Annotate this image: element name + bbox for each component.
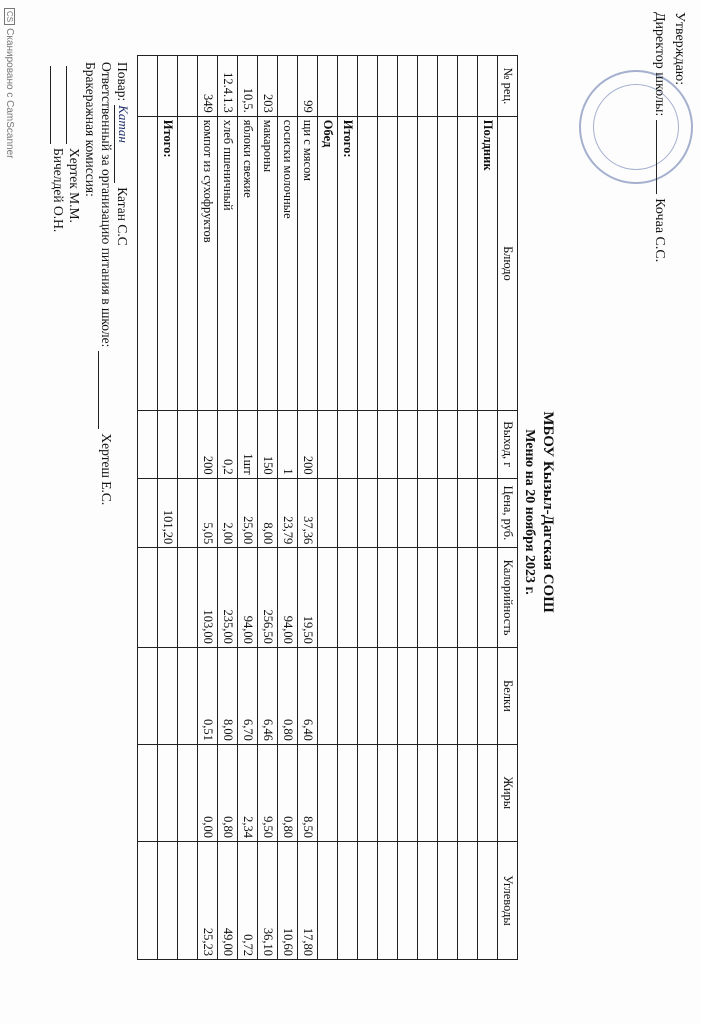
output-cell [178,411,198,479]
carbs-cell [478,841,498,959]
carbs-cell [138,841,158,959]
calories-cell [458,548,478,648]
calories-cell [358,548,378,648]
calories-cell [418,548,438,648]
carbs-cell [438,841,458,959]
output-cell: 150 [258,411,278,479]
table-row [158,56,178,960]
dish-cell [458,116,478,410]
table-row [198,56,218,960]
protein-cell [418,647,438,744]
column-header: Блюдо [498,116,518,410]
commission-member-row [50,62,66,505]
output-cell [458,411,478,479]
price-cell [458,478,478,548]
dish-cell [178,116,198,410]
protein-cell [338,647,358,744]
output-cell [378,411,398,479]
table-header-row [498,56,518,960]
dish-cell [378,116,398,410]
scanner-watermark [4,8,15,159]
dish-cell: хлеб пшеничный [218,116,238,410]
price-cell [378,478,398,548]
dish-cell [138,116,158,410]
table-row [218,56,238,960]
output-cell [338,411,358,479]
recipe-number-cell: 203 [258,56,278,117]
column-header: Цена, руб. [498,478,518,548]
carbs-cell [318,841,338,959]
dish-cell: Полдник [478,116,498,410]
carbs-cell [338,841,358,959]
fat-cell [378,744,398,841]
recipe-number-cell [398,56,418,117]
carbs-cell: 0,72 [238,841,258,959]
recipe-number-cell [138,56,158,117]
cook-signature: Катан [114,105,131,183]
dish-cell [438,116,458,410]
price-cell [178,478,198,548]
calories-cell [378,548,398,648]
output-cell: 1 [278,411,298,479]
menu-table-body [138,56,498,960]
output-cell: 0,2 [218,411,238,479]
table-row [298,56,318,960]
protein-cell [438,647,458,744]
table-row [358,56,378,960]
responsible-label: Ответственный за организацию питания в школе: [99,62,114,348]
fat-cell: 0,80 [278,744,298,841]
output-cell [438,411,458,479]
fat-cell: 0,80 [218,744,238,841]
commission-label: Бракеражная комиссия: [83,62,98,197]
output-cell: 200 [198,411,218,479]
column-header: Белки [498,647,518,744]
protein-cell [138,647,158,744]
carbs-cell [418,841,438,959]
recipe-number-cell [438,56,458,117]
carbs-cell [158,841,178,959]
cook-signature-row [114,62,131,505]
fat-cell: 9,50 [258,744,278,841]
output-cell: 1шт [238,411,258,479]
protein-cell [458,647,478,744]
approval-role: Директор школы: [652,12,667,117]
recipe-number-cell [478,56,498,117]
output-cell [158,411,178,479]
fat-cell [178,744,198,841]
protein-cell [158,647,178,744]
fat-cell: 2,34 [238,744,258,841]
price-cell [478,478,498,548]
price-cell [418,478,438,548]
calories-cell: 256,50 [258,548,278,648]
protein-cell: 8,00 [218,647,238,744]
recipe-number-cell [318,56,338,117]
member-signature-line [66,66,67,144]
dish-cell: щи с мясом [298,116,318,410]
calories-cell [318,548,338,648]
price-cell: 8,00 [258,478,278,548]
responsible-name: Хертеш Е.С. [99,433,114,506]
protein-cell: 6,40 [298,647,318,744]
responsible-signature-line [98,351,99,429]
table-row [238,56,258,960]
price-cell: 101,20 [158,478,178,548]
table-row [138,56,158,960]
scanner-note: Сканировано с CamScanner [4,28,15,159]
protein-cell: 0,51 [198,647,218,744]
fat-cell: 0,00 [198,744,218,841]
calories-cell: 19,50 [298,548,318,648]
table-row [438,56,458,960]
table-row [378,56,398,960]
output-cell [398,411,418,479]
dish-cell [398,116,418,410]
protein-cell: 0,80 [278,647,298,744]
protein-cell [378,647,398,744]
table-row [418,56,438,960]
output-cell [138,411,158,479]
dish-cell: макароны [258,116,278,410]
carbs-cell [378,841,398,959]
approval-title: Утверждаю: [672,12,687,86]
column-header: № рец. [498,56,518,117]
commission-member: Бичелдей О.Н. [51,148,66,233]
calories-cell [338,548,358,648]
carbs-cell: 25,23 [198,841,218,959]
recipe-number-cell [378,56,398,117]
carbs-cell: 10,60 [278,841,298,959]
fat-cell [478,744,498,841]
column-header: Жиры [498,744,518,841]
signatures-block [50,62,131,505]
responsible-row [98,62,114,505]
fat-cell [338,744,358,841]
dish-cell: яблоки свежие [238,116,258,410]
recipe-number-cell [158,56,178,117]
table-row [318,56,338,960]
fat-cell [318,744,338,841]
calories-cell: 94,00 [278,548,298,648]
director-name: Кочаа С.С. [652,198,667,263]
carbs-cell: 17,80 [298,841,318,959]
calories-cell [478,548,498,648]
commission-member: Хертек М.М. [67,148,82,223]
recipe-number-cell [178,56,198,117]
price-cell [438,478,458,548]
calories-cell: 235,00 [218,548,238,648]
calories-cell: 103,00 [198,548,218,648]
carbs-cell [358,841,378,959]
price-cell: 2,00 [218,478,238,548]
carbs-cell: 36,10 [258,841,278,959]
carbs-cell [178,841,198,959]
dish-cell [418,116,438,410]
cook-name: Катан С.С [115,187,130,246]
table-row [398,56,418,960]
fat-cell [138,744,158,841]
output-cell: 200 [298,411,318,479]
recipe-number-cell [418,56,438,117]
column-header: Углеводы [498,841,518,959]
dish-cell: Итого: [158,116,178,410]
recipe-number-cell: 12.4.1.3 [218,56,238,117]
dish-cell: компот из сухофруктов [198,116,218,410]
fat-cell [358,744,378,841]
recipe-number-cell: 10,5. [238,56,258,117]
carbs-cell [458,841,478,959]
table-row [478,56,498,960]
column-header: Калорийность [498,548,518,648]
fat-cell [438,744,458,841]
member-signature-line [50,66,51,144]
menu-table [137,55,518,960]
calories-cell [178,548,198,648]
recipe-number-cell: 99 [298,56,318,117]
fat-cell: 8,50 [298,744,318,841]
fat-cell [458,744,478,841]
approval-block [649,12,689,262]
price-cell: 25,00 [238,478,258,548]
protein-cell: 6,70 [238,647,258,744]
output-cell [478,411,498,479]
fat-cell [418,744,438,841]
price-cell: 5,05 [198,478,218,548]
approval-line [649,12,669,262]
recipe-number-cell: 349 [198,56,218,117]
calories-cell [158,548,178,648]
output-cell [318,411,338,479]
carbs-cell: 49,00 [218,841,238,959]
price-cell [398,478,418,548]
dish-cell: сосиски молочные [278,116,298,410]
price-cell [318,478,338,548]
menu-date: Меню на 20 ноября 2023 г. [522,429,537,595]
recipe-number-cell [338,56,358,117]
table-row [178,56,198,960]
camscanner-icon: CS [4,8,15,25]
protein-cell: 6,46 [258,647,278,744]
protein-cell [358,647,378,744]
signature-line [656,120,657,194]
calories-cell: 94,00 [238,548,258,648]
calories-cell [438,548,458,648]
fat-cell [398,744,418,841]
output-cell [358,411,378,479]
price-cell: 23,79 [278,478,298,548]
cook-label: Повар: [115,62,130,102]
price-cell [338,478,358,548]
column-header: Выход, г [498,411,518,479]
recipe-number-cell [458,56,478,117]
dish-cell: Обед [318,116,338,410]
organization-title: МБОУ Кызыл-Дагская СОШ [540,411,556,613]
table-row [338,56,358,960]
recipe-number-cell [358,56,378,117]
price-cell [138,478,158,548]
protein-cell [318,647,338,744]
carbs-cell [398,841,418,959]
table-row [458,56,478,960]
dish-cell: Итого: [338,116,358,410]
price-cell: 37,36 [298,478,318,548]
fat-cell [158,744,178,841]
calories-cell [398,548,418,648]
calories-cell [138,548,158,648]
commission-member-row [66,62,82,505]
price-cell [358,478,378,548]
dish-cell [358,116,378,410]
protein-cell [178,647,198,744]
recipe-number-cell [278,56,298,117]
table-row [258,56,278,960]
output-cell [418,411,438,479]
table-row [278,56,298,960]
protein-cell [398,647,418,744]
protein-cell [478,647,498,744]
